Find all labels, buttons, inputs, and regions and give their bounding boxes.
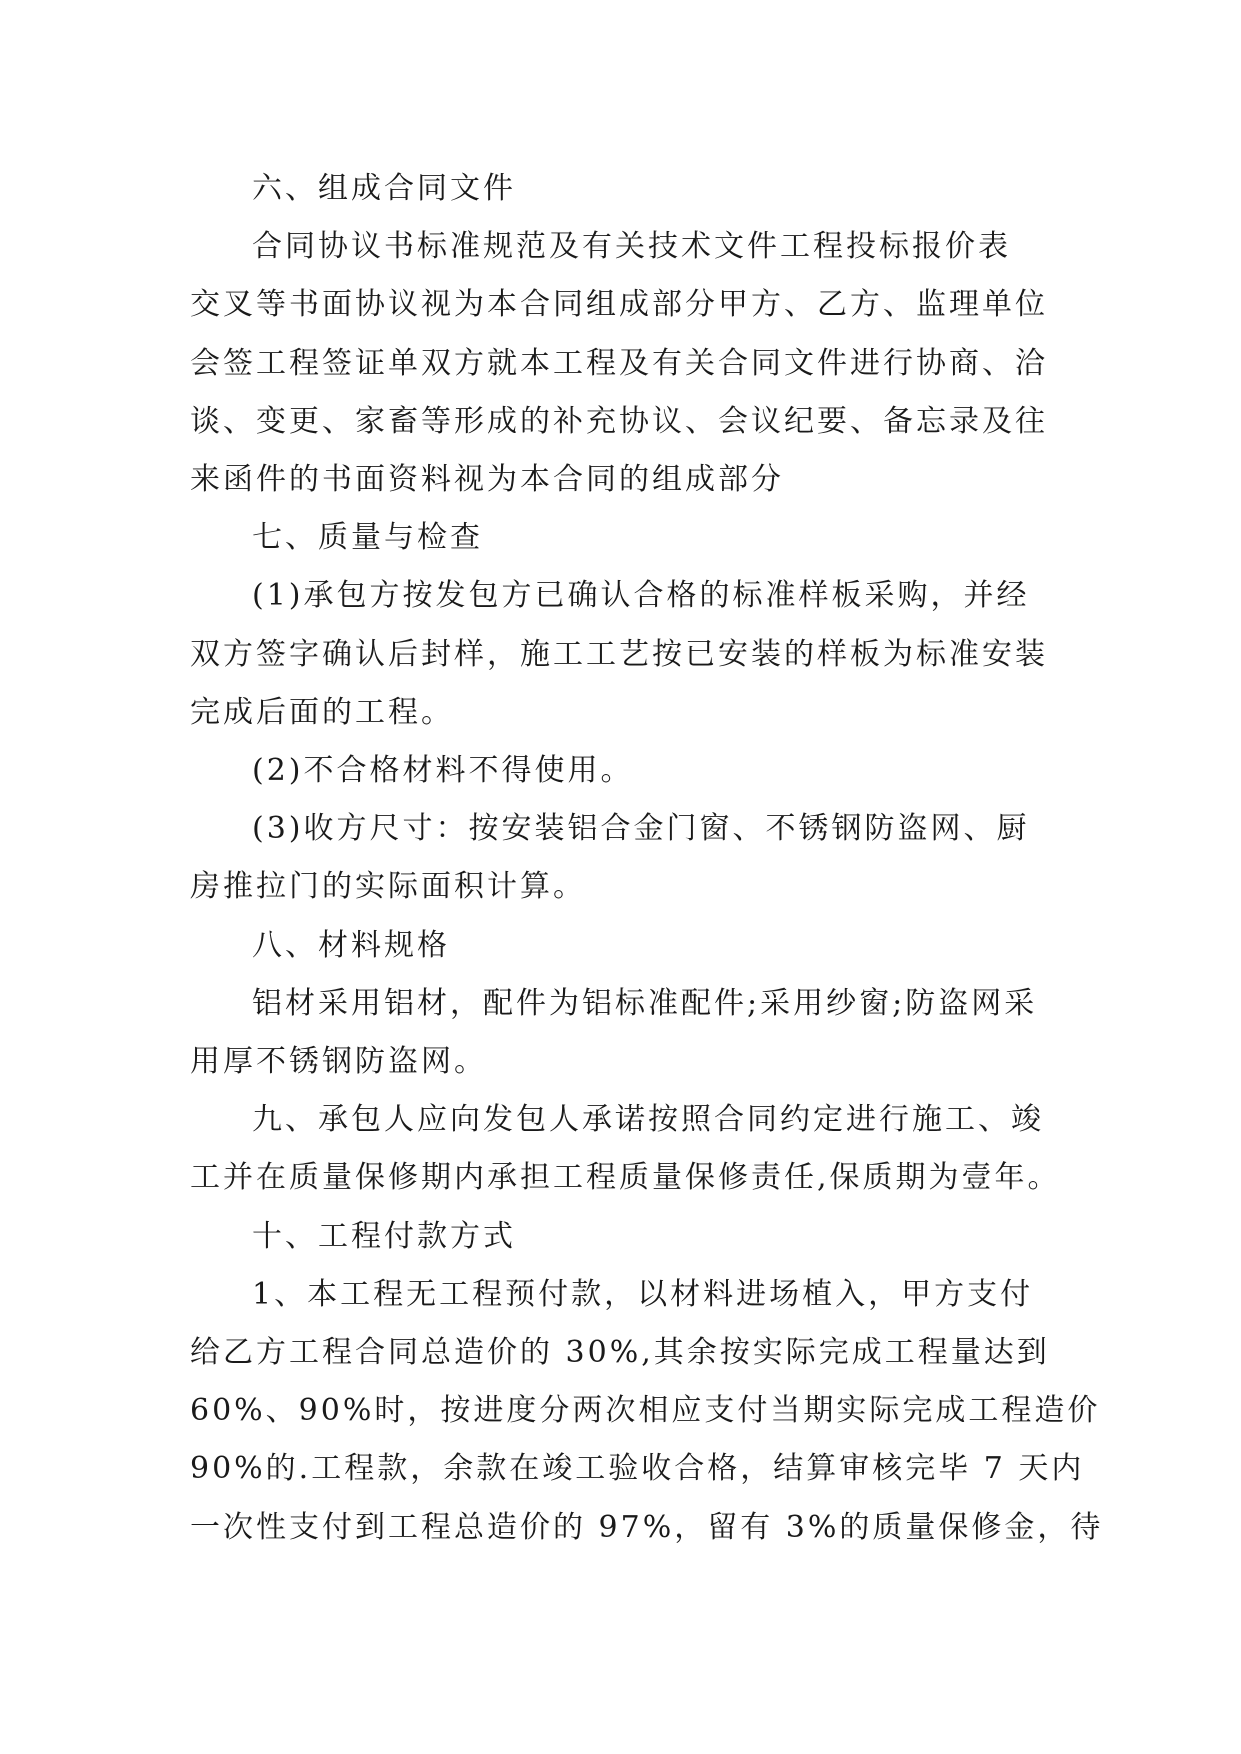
paragraph-material-spec xyxy=(190,975,1050,1091)
paragraph-quality-3 xyxy=(190,800,1050,916)
text-line: 60%、90%时，按进度分两次相应支付当期实际完成工程造价 xyxy=(190,1393,1101,1429)
paragraph-quality-1 xyxy=(190,567,1050,742)
text-line: 双方签字确认后封样，施工工艺按已安装的样板为标准安装 xyxy=(190,636,1048,672)
text-line: 会签工程签证单双方就本工程及有关合同文件进行协商、洽 xyxy=(190,345,1048,381)
text-line: 合同协议书标准规范及有关技术文件工程投标报价表 xyxy=(252,229,1011,265)
section-heading-8 xyxy=(190,917,1050,975)
heading-text: 十、工程付款方式 xyxy=(252,1218,516,1254)
text-line: 九、承包人应向发包人承诺按照合同约定进行施工、竣 xyxy=(252,1102,1044,1138)
paragraph-warranty xyxy=(190,1091,1061,1207)
section-heading-10 xyxy=(190,1208,1050,1266)
text-line: 来函件的书面资料视为本合同的组成部分 xyxy=(190,462,784,498)
text-line: 完成后面的工程。 xyxy=(190,694,454,730)
heading-text: 六、组成合同文件 xyxy=(252,171,516,206)
heading-text: 八、材料规格 xyxy=(252,927,450,963)
paragraph-contract-documents xyxy=(190,218,1050,509)
text-line: 工并在质量保修期内承担工程质量保修责任,保质期为壹年。 xyxy=(190,1160,1061,1196)
text-line: (1)承包方按发包方已确认合格的标准样板采购，并经 xyxy=(252,578,1030,614)
section-heading-6 xyxy=(190,160,1050,218)
text-line: 房推拉门的实际面积计算。 xyxy=(190,869,586,905)
text-line: 90%的.工程款，余款在竣工验收合格，结算审核完毕 7 天内 xyxy=(190,1451,1085,1487)
heading-text: 七、质量与检查 xyxy=(252,520,483,556)
text-line: 铝材采用铝材，配件为铝标准配件;采用纱窗;防盗网采 xyxy=(252,985,1038,1021)
text-line: 给乙方工程合同总造价的 30%,其余按实际完成工程量达到 xyxy=(190,1335,1050,1371)
text-line: (3)收方尺寸：按安装铝合金门窗、不锈钢防盗网、厨 xyxy=(252,811,1030,847)
text-line: 1、本工程无工程预付款，以材料进场植入，甲方支付 xyxy=(252,1276,1034,1312)
document-body xyxy=(190,160,1104,1557)
text-line: 用厚不锈钢防盗网。 xyxy=(190,1044,487,1080)
text-line: 谈、变更、家畜等形成的补充协议、会议纪要、备忘录及往 xyxy=(190,403,1048,439)
text-line: (2)不合格材料不得使用。 xyxy=(252,753,634,789)
paragraph-payment xyxy=(190,1266,1104,1557)
text-line: 一次性支付到工程总造价的 97%，留有 3%的质量保修金，待 xyxy=(190,1509,1104,1545)
section-heading-7 xyxy=(190,509,1050,567)
paragraph-quality-2 xyxy=(190,742,1050,800)
text-line: 交叉等书面协议视为本合同组成部分甲方、乙方、监理单位 xyxy=(190,287,1048,323)
